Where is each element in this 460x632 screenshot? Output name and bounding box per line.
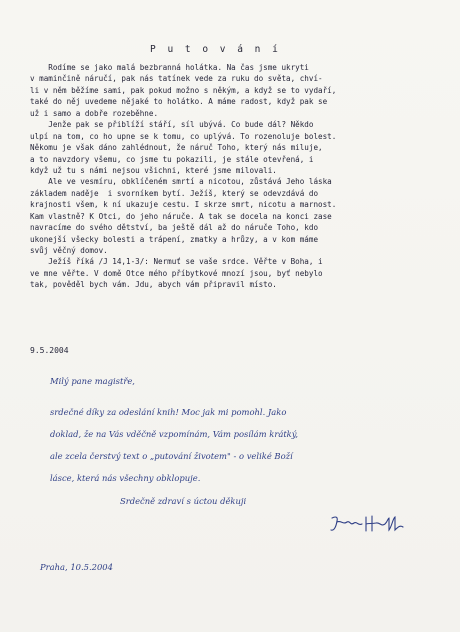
typed-line: svůj věčný domov.: [30, 246, 108, 255]
typed-line: Jenže pak se přiblíží stáří, síl ubývá. Co bude dál? Někdo: [30, 120, 314, 130]
typed-body: [30, 62, 445, 291]
typed-line: ulpí na tom, co ho upne se k tomu, co uplývá. To rozenoluje bolest.: [30, 131, 337, 141]
note-line: doklad, že na Vás vděčně vzpomínám, Vám posílám krátký,: [50, 429, 299, 439]
typed-line: také do něj uvedeme nějaké to holátko. A máme radost, když pak se: [30, 97, 328, 107]
note-line: srdečné díky za odeslání knih! Moc jak mi pomohl. Jako: [50, 407, 287, 417]
typed-line: a to navzdory všemu, co jsme tu pokazili, je stále otevřená, i: [30, 154, 314, 164]
typed-line: Kam vlastně? K Otci, do jeho náruče. A tak se docela na konci zase: [30, 211, 332, 221]
note-greeting: Milý pane magistře,: [50, 376, 135, 386]
typed-line: ukonejší všecky bolesti a trápení, zmatky a hrůzy, a v kom máme: [30, 234, 319, 244]
typed-line: Ježíš říká /J 14,1-3/: Nermuť se vaše srdce. Věřte v Boha, i: [30, 257, 323, 267]
note-line: ale zcela čerstvý text o „putování životem" - o veliké Boží: [50, 451, 293, 461]
letter-title: P u t o v á n í: [150, 44, 281, 55]
signature: [328, 513, 408, 537]
note-place-date: Praha, 10.5.2004: [40, 562, 113, 572]
note-closing: Srdečně zdraví s úctou děkuji: [120, 496, 247, 506]
typed-date: 9.5.2004: [30, 346, 69, 355]
typed-line: tak, pověděl bych vám. Jdu, abych vám připravil místo.: [30, 280, 277, 290]
typed-line: v maminčině náručí, pak nás tatínek vede za ruku do světa, chví-: [30, 74, 323, 84]
typed-line: krajnosti všem, k ní ukazuje cestu. I skrze smrt, nicotu a marnost.: [30, 200, 337, 210]
typed-line: navracíme do svého dětství, ba ještě dál až do náruče Toho, kdo: [30, 223, 319, 233]
typed-line: základem naděje i svorníkem bytí. Ježíš, který se odevzdává do: [30, 188, 319, 198]
typed-line: ve mne věřte. V domě Otce mého příbytkové mnozí jsou, byť nebylo: [30, 268, 323, 278]
typed-line: už i samo a dobře rozeběhne.: [30, 108, 159, 118]
typed-line: když už tu s námi nejsou všichni, které jsme milovali.: [30, 165, 277, 175]
typed-line: Ale ve vesmíru, obklíčeném smrtí a nicotou, zůstává Jeho láska: [30, 177, 332, 187]
typed-line: Rodíme se jako malá bezbranná holátka. Na čas jsme ukryti: [30, 63, 309, 72]
typed-line: Někomu je však dáno zahlédnout, že náruč Toho, který nás miluje,: [30, 143, 323, 153]
typed-line: li v něm běžíme sami, pak pokud možno s někým, a když se to vydaří,: [30, 85, 337, 95]
note-line: lásce, která nás všechny obklopuje.: [50, 473, 201, 483]
